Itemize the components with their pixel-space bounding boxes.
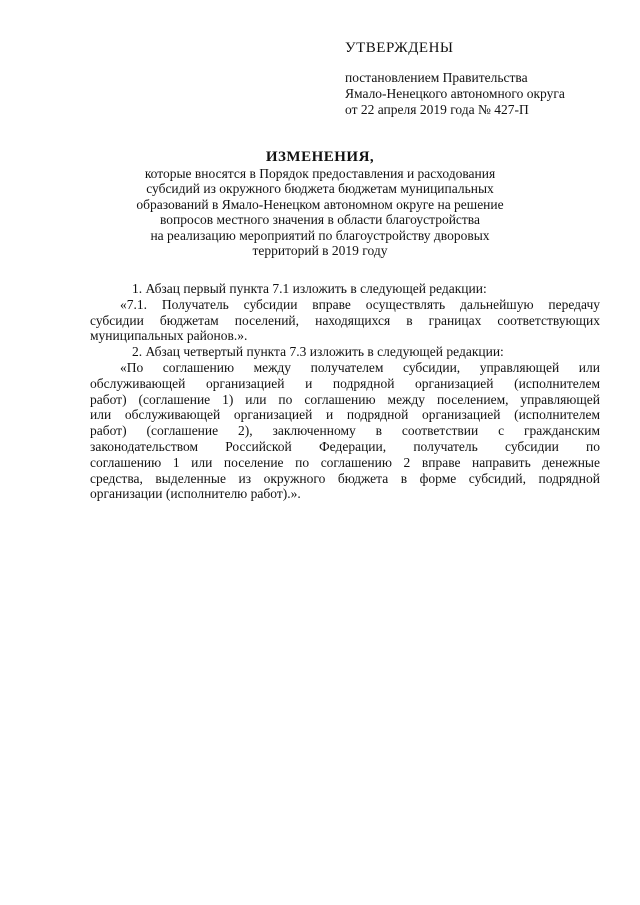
approval-block <box>345 40 615 118</box>
amendment-item-1 <box>90 281 600 344</box>
heading-line: образований в Ямало-Ненецком автономном округе на решение <box>136 196 504 212</box>
amendment-item-2 <box>90 344 600 502</box>
approval-line: постановлением Правительства <box>345 70 528 85</box>
amendment-intro: 2. Абзац четвертый пункта 7.3 изложить в следующей редакции: <box>132 344 504 360</box>
document-body <box>90 281 600 502</box>
heading-line: субсидий из окружного бюджета бюджетам муниципальных <box>146 181 494 196</box>
quote-line: работ) (соглашение 2), заключенному в соответствии с гражданским <box>90 423 600 439</box>
quote-line: законодательством Российской Федерации, получатель субсидии по <box>90 438 600 454</box>
quote-line: субсидии бюджетам поселений, находящихся в границах соответствующих <box>90 312 600 328</box>
approval-line: Ямало-Ненецкого автономного округа <box>345 86 565 101</box>
quote-line: средства, выделенные из окружного бюджета в форме субсидий, подрядной <box>90 470 600 486</box>
document-heading <box>120 150 520 259</box>
heading-line: которые вносятся в Порядок предоставления и расходования <box>144 165 496 181</box>
quote-line: муниципальных районов.». <box>90 328 248 344</box>
approval-line: от 22 апреля 2019 года № 427-П <box>345 102 529 117</box>
quote-line: обслуживающей организацией и подрядной организацией (исполнителем <box>90 375 600 391</box>
quote-line: соглашению 1 или поселение по соглашению 2 вправе направить денежные <box>90 454 600 470</box>
quote-line: или обслуживающей организацией и подрядной организацией (исполнителем <box>90 407 600 423</box>
heading-line: на реализацию мероприятий по благоустройству дворовых <box>150 227 490 243</box>
heading-line: вопросов местного значения в области благоустройства <box>159 212 481 227</box>
amendment-intro: 1. Абзац первый пункта 7.1 изложить в следующей редакции: <box>132 281 487 296</box>
approval-title: УТВЕРЖДЕНЫ <box>345 40 454 56</box>
quote-line: «7.1. Получатель субсидии вправе осуществлять дальнейшую передачу <box>120 296 600 312</box>
heading-title: ИЗМЕНЕНИЯ, <box>265 149 375 165</box>
quote-line: «По соглашению между получателем субсидии, управляющей или <box>120 359 600 375</box>
heading-line: территорий в 2019 году <box>252 243 388 258</box>
quote-line: работ) (соглашение 1) или по соглашению между поселением, управляющей <box>90 391 600 407</box>
quote-line: организации (исполнителю работ).». <box>90 486 301 502</box>
